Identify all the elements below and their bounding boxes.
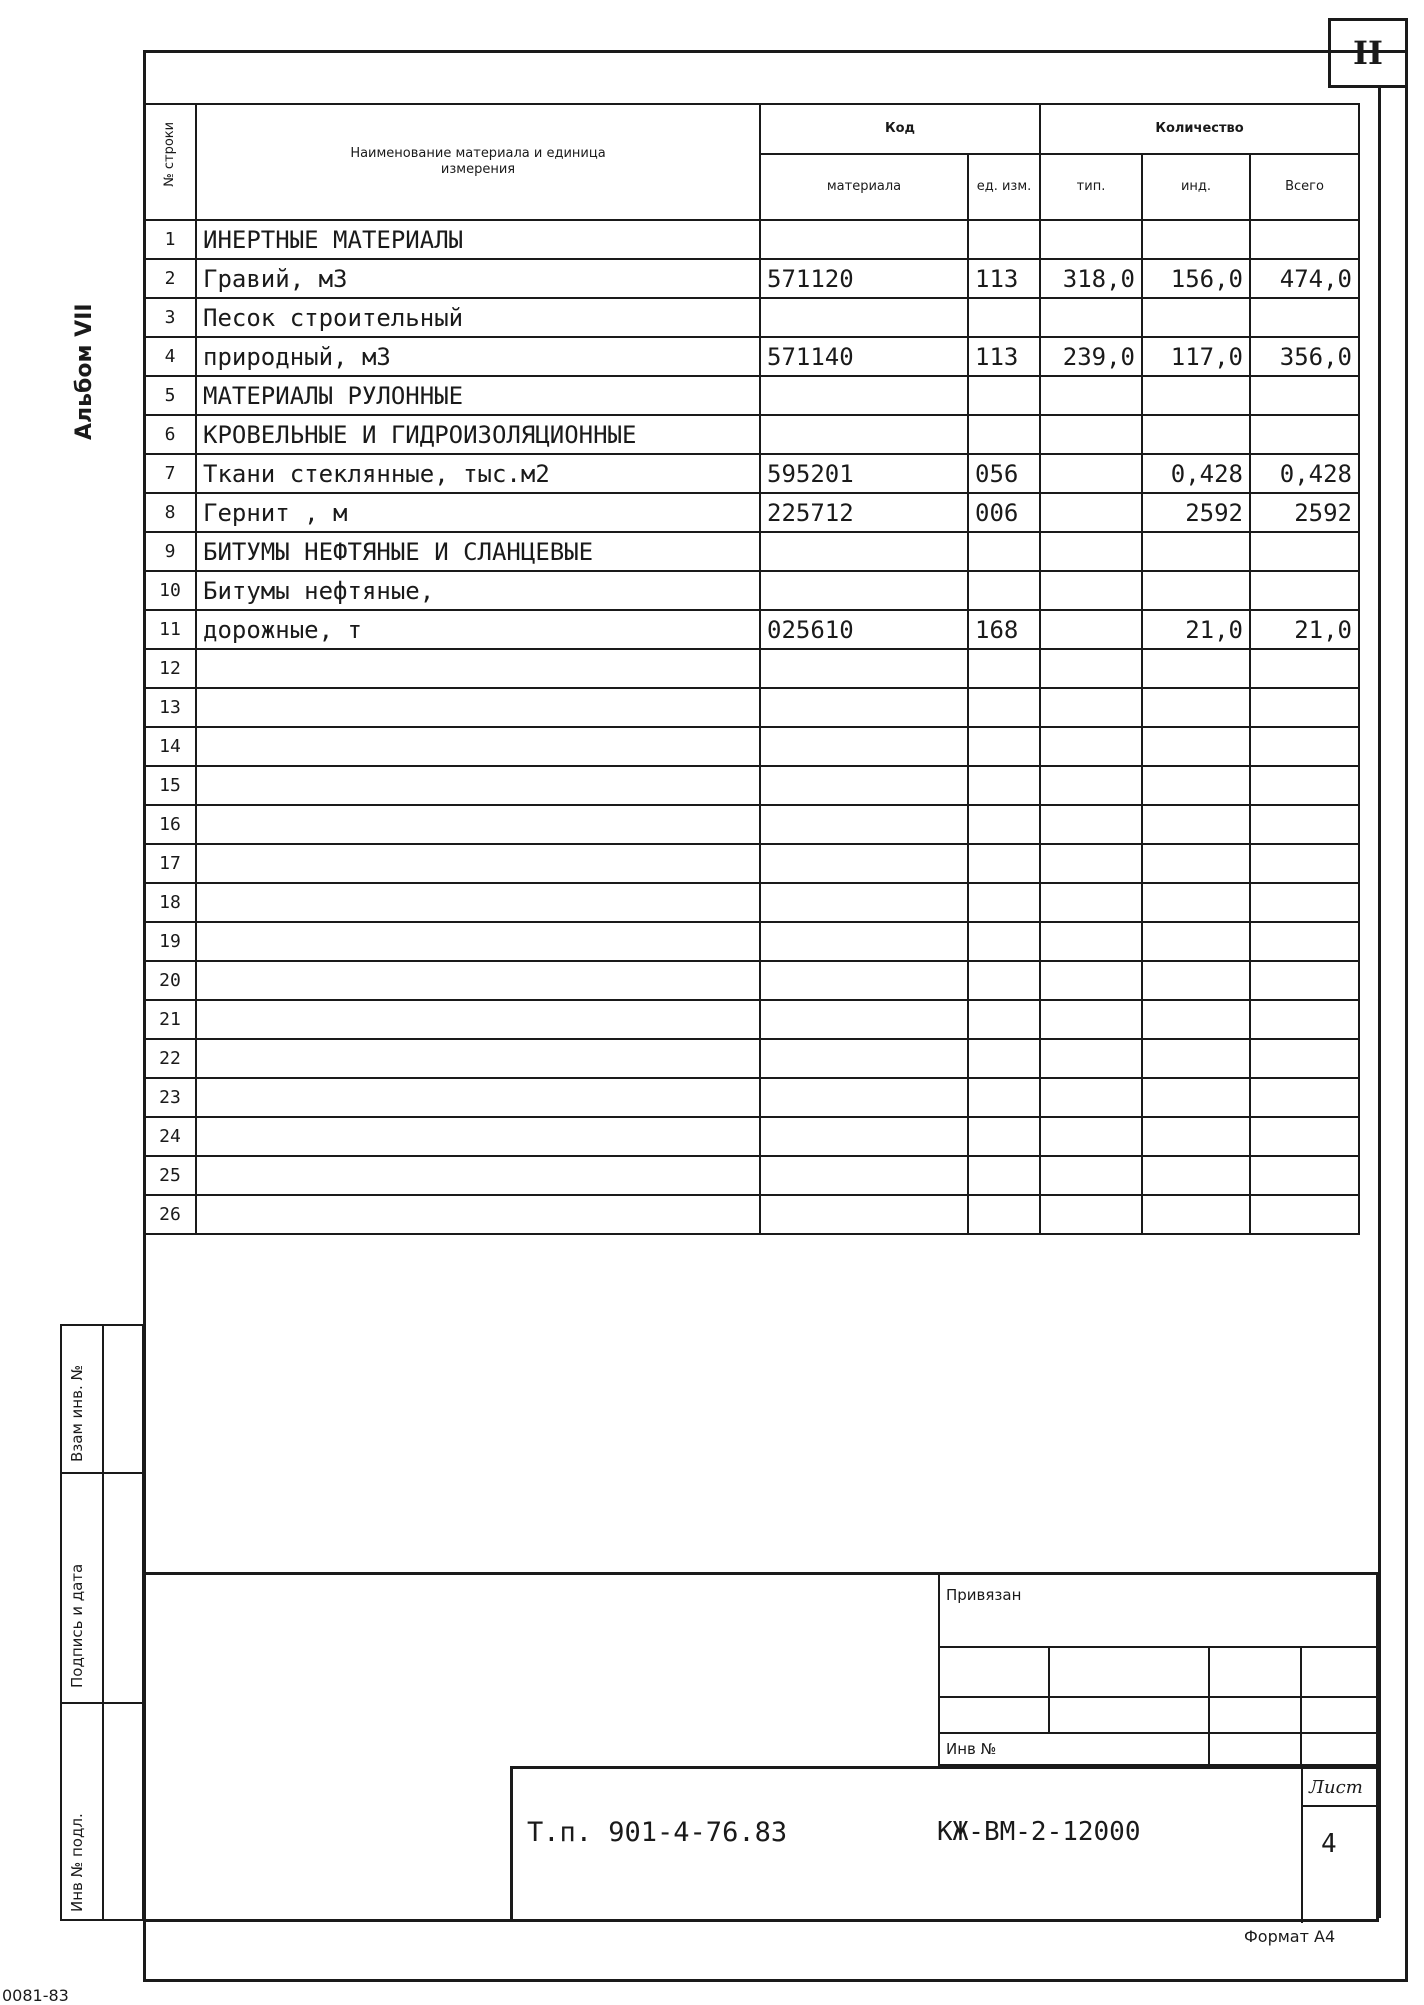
qty-ind: [1142, 532, 1250, 571]
qty-total: [1250, 922, 1359, 961]
material-name: Гравий, м3: [196, 259, 760, 298]
table-row: [144, 298, 1359, 337]
material-code: [760, 376, 968, 415]
row-number: 12: [144, 649, 196, 688]
qty-total: [1250, 844, 1359, 883]
sheet-marker-box: [1328, 18, 1408, 88]
table-row: [144, 1195, 1359, 1234]
material-code: [760, 1117, 968, 1156]
qty-ind: 2592: [1142, 493, 1250, 532]
material-name: Гернит , м: [196, 493, 760, 532]
unit-code: [968, 298, 1040, 337]
qty-ind: [1142, 1039, 1250, 1078]
unit-code: 168: [968, 610, 1040, 649]
table-row: [144, 610, 1359, 649]
qty-typ: [1040, 571, 1142, 610]
project-code: Т.п. 901-4-76.83: [527, 1817, 788, 1848]
unit-code: [968, 1117, 1040, 1156]
unit-code: [968, 805, 1040, 844]
qty-total: [1250, 649, 1359, 688]
material-code: [760, 844, 968, 883]
qty-typ: [1040, 1039, 1142, 1078]
code-material-header: материала: [760, 154, 968, 220]
table-row: [144, 571, 1359, 610]
material-name: [196, 922, 760, 961]
qty-ind: [1142, 415, 1250, 454]
qty-ind: 156,0: [1142, 259, 1250, 298]
unit-code: [968, 883, 1040, 922]
material-name: [196, 1039, 760, 1078]
unit-code: [968, 1078, 1040, 1117]
unit-code: [968, 688, 1040, 727]
qty-typ: [1040, 1195, 1142, 1234]
qty-ind-header: инд.: [1142, 154, 1250, 220]
qty-total: [1250, 415, 1359, 454]
qty-total: [1250, 298, 1359, 337]
qty-total: [1250, 1156, 1359, 1195]
qty-ind: [1142, 220, 1250, 259]
material-code: 025610: [760, 610, 968, 649]
qty-ind: [1142, 727, 1250, 766]
table-row: [144, 1156, 1359, 1195]
material-code: [760, 727, 968, 766]
qty-ind: [1142, 298, 1250, 337]
qty-typ: [1040, 1117, 1142, 1156]
inv-no-label: Инв №: [946, 1740, 997, 1758]
unit-code: [968, 727, 1040, 766]
unit-code: 056: [968, 454, 1040, 493]
material-code: [760, 1078, 968, 1117]
doc-code: КЖ-ВМ-2-12000: [937, 1817, 1141, 1847]
qty-typ: [1040, 415, 1142, 454]
material-name: [196, 1000, 760, 1039]
material-code: [760, 1156, 968, 1195]
table-row: [144, 805, 1359, 844]
material-code: 571120: [760, 259, 968, 298]
inv-replace-label: Взам инв. №: [68, 1364, 86, 1462]
qty-typ: [1040, 298, 1142, 337]
material-name: [196, 649, 760, 688]
material-code: [760, 1195, 968, 1234]
material-code: [760, 883, 968, 922]
qty-total: 474,0: [1250, 259, 1359, 298]
qty-total: [1250, 1039, 1359, 1078]
qty-total: 356,0: [1250, 337, 1359, 376]
qty-typ-header: тип.: [1040, 154, 1142, 220]
row-number: 2: [144, 259, 196, 298]
material-code: [760, 688, 968, 727]
qty-typ: [1040, 766, 1142, 805]
unit-code: [968, 376, 1040, 415]
row-number: 16: [144, 805, 196, 844]
qty-ind: [1142, 1078, 1250, 1117]
material-name: [196, 1078, 760, 1117]
header-row-1: [144, 104, 1359, 154]
material-code: 571140: [760, 337, 968, 376]
qty-total: [1250, 883, 1359, 922]
qty-ind: [1142, 805, 1250, 844]
row-number: 10: [144, 571, 196, 610]
qty-typ: [1040, 688, 1142, 727]
material-code: [760, 571, 968, 610]
unit-code: 006: [968, 493, 1040, 532]
row-number: 6: [144, 415, 196, 454]
material-name: [196, 883, 760, 922]
format-label: Формат А4: [1244, 1927, 1336, 1946]
material-code: [760, 415, 968, 454]
material-code: 225712: [760, 493, 968, 532]
table-row: [144, 649, 1359, 688]
qty-ind: 117,0: [1142, 337, 1250, 376]
inv-orig-label: Инв № подл.: [68, 1813, 86, 1912]
qty-total: [1250, 1000, 1359, 1039]
qty-typ: [1040, 727, 1142, 766]
table-row: [144, 376, 1359, 415]
material-name: КРОВЕЛЬНЫЕ И ГИДРОИЗОЛЯЦИОННЫЕ: [196, 415, 760, 454]
row-number: 26: [144, 1195, 196, 1234]
sheet-label: Лист: [1309, 1777, 1363, 1798]
row-number: 8: [144, 493, 196, 532]
material-code: [760, 220, 968, 259]
qty-typ: 318,0: [1040, 259, 1142, 298]
qty-typ: 239,0: [1040, 337, 1142, 376]
material-name: Битумы нефтяные,: [196, 571, 760, 610]
table-row: [144, 337, 1359, 376]
unit-code: [968, 649, 1040, 688]
table-row: [144, 220, 1359, 259]
qty-ind: [1142, 961, 1250, 1000]
table-row: [144, 883, 1359, 922]
table-row: [144, 766, 1359, 805]
row-number: 4: [144, 337, 196, 376]
table-row: [144, 454, 1359, 493]
row-number: 14: [144, 727, 196, 766]
unit-code: [968, 1000, 1040, 1039]
row-number: 7: [144, 454, 196, 493]
table-row: [144, 1078, 1359, 1117]
qty-total: [1250, 1078, 1359, 1117]
qty-typ: [1040, 493, 1142, 532]
material-name: дорожные, т: [196, 610, 760, 649]
qty-typ: [1040, 961, 1142, 1000]
material-code: [760, 649, 968, 688]
sheet-marker: II: [1353, 34, 1383, 72]
row-number: 19: [144, 922, 196, 961]
qty-ind: 21,0: [1142, 610, 1250, 649]
qty-total: 2592: [1250, 493, 1359, 532]
qty-ind: [1142, 922, 1250, 961]
album-label: Альбом VII: [72, 303, 97, 440]
unit-code: [968, 571, 1040, 610]
qty-typ: [1040, 532, 1142, 571]
unit-code: [968, 844, 1040, 883]
qty-total: [1250, 727, 1359, 766]
unit-code: [968, 415, 1040, 454]
qty-typ: [1040, 454, 1142, 493]
material-code: [760, 766, 968, 805]
material-code: [760, 961, 968, 1000]
qty-typ: [1040, 922, 1142, 961]
qty-total: [1250, 571, 1359, 610]
qty-ind: [1142, 649, 1250, 688]
qty-ind: [1142, 688, 1250, 727]
qty-total: [1250, 1195, 1359, 1234]
qty-typ: [1040, 1156, 1142, 1195]
table-row: [144, 493, 1359, 532]
row-number: 25: [144, 1156, 196, 1195]
material-name: ИНЕРТНЫЕ МАТЕРИАЛЫ: [196, 220, 760, 259]
qty-total: [1250, 532, 1359, 571]
row-number: 13: [144, 688, 196, 727]
table-row: [144, 259, 1359, 298]
material-code: [760, 922, 968, 961]
material-name: [196, 961, 760, 1000]
qty-typ: [1040, 844, 1142, 883]
material-table: [143, 103, 1360, 1235]
qty-ind: [1142, 766, 1250, 805]
table-row: [144, 415, 1359, 454]
table-row: [144, 532, 1359, 571]
material-name: [196, 805, 760, 844]
row-number: 3: [144, 298, 196, 337]
qty-ind: [1142, 844, 1250, 883]
material-name: [196, 844, 760, 883]
material-name: Песок строительный: [196, 298, 760, 337]
sign-date-label: Подпись и дата: [68, 1563, 86, 1688]
unit-code: [968, 766, 1040, 805]
qty-ind: [1142, 571, 1250, 610]
material-name: [196, 688, 760, 727]
material-name: [196, 766, 760, 805]
qty-typ: [1040, 1000, 1142, 1039]
qty-ind: [1142, 376, 1250, 415]
qty-total: 21,0: [1250, 610, 1359, 649]
qty-typ: [1040, 220, 1142, 259]
material-name: [196, 1156, 760, 1195]
qty-total: [1250, 766, 1359, 805]
unit-code: [968, 1156, 1040, 1195]
material-code: [760, 298, 968, 337]
qty-total: 0,428: [1250, 454, 1359, 493]
material-code: 595201: [760, 454, 968, 493]
name-header: Наименование материала и единица измерения: [196, 104, 760, 220]
row-number: 5: [144, 376, 196, 415]
unit-code: 113: [968, 337, 1040, 376]
material-code: [760, 1039, 968, 1078]
qty-total: [1250, 220, 1359, 259]
table-row: [144, 844, 1359, 883]
unit-code: [968, 922, 1040, 961]
material-name: [196, 1195, 760, 1234]
row-number: 18: [144, 883, 196, 922]
qty-typ: [1040, 883, 1142, 922]
material-code: [760, 532, 968, 571]
qty-ind: [1142, 1117, 1250, 1156]
material-name: [196, 727, 760, 766]
sheet-number: 4: [1321, 1829, 1337, 1859]
row-number: 20: [144, 961, 196, 1000]
qty-typ: [1040, 1078, 1142, 1117]
table-row: [144, 922, 1359, 961]
qty-total: [1250, 1117, 1359, 1156]
stamp-main: [510, 1766, 1379, 1922]
qty-typ: [1040, 610, 1142, 649]
qty-ind: 0,428: [1142, 454, 1250, 493]
row-number: 1: [144, 220, 196, 259]
material-name: природный, м3: [196, 337, 760, 376]
qty-typ: [1040, 376, 1142, 415]
row-number: 23: [144, 1078, 196, 1117]
row-number: 21: [144, 1000, 196, 1039]
qty-total: [1250, 805, 1359, 844]
code-group-header: Код: [760, 104, 1040, 154]
qty-ind: [1142, 883, 1250, 922]
material-code: [760, 1000, 968, 1039]
material-name: МАТЕРИАЛЫ РУЛОННЫЕ: [196, 376, 760, 415]
qty-total: [1250, 376, 1359, 415]
row-number: 24: [144, 1117, 196, 1156]
table-row: [144, 1039, 1359, 1078]
unit-code: [968, 961, 1040, 1000]
qty-total: [1250, 688, 1359, 727]
row-number: 9: [144, 532, 196, 571]
material-name: БИТУМЫ НЕФТЯНЫЕ И СЛАНЦЕВЫЕ: [196, 532, 760, 571]
bound-label: Привязан: [946, 1586, 1022, 1604]
table-row: [144, 1117, 1359, 1156]
qty-typ: [1040, 649, 1142, 688]
row-number: 15: [144, 766, 196, 805]
row-number-header: № строки: [144, 104, 196, 220]
table-row: [144, 727, 1359, 766]
code-unit-header: ед. изм.: [968, 154, 1040, 220]
row-number: 22: [144, 1039, 196, 1078]
qty-ind: [1142, 1195, 1250, 1234]
material-name: [196, 1117, 760, 1156]
qty-total-header: Всего: [1250, 154, 1359, 220]
qty-group-header: Количество: [1040, 104, 1359, 154]
row-number: 17: [144, 844, 196, 883]
table-row: [144, 688, 1359, 727]
qty-ind: [1142, 1000, 1250, 1039]
qty-typ: [1040, 805, 1142, 844]
unit-code: [968, 1195, 1040, 1234]
unit-code: 113: [968, 259, 1040, 298]
footer-code: 0081-83: [2, 1986, 69, 2005]
qty-total: [1250, 961, 1359, 1000]
qty-ind: [1142, 1156, 1250, 1195]
material-name: Ткани стеклянные, тыс.м2: [196, 454, 760, 493]
unit-code: [968, 220, 1040, 259]
material-code: [760, 805, 968, 844]
row-number: 11: [144, 610, 196, 649]
unit-code: [968, 1039, 1040, 1078]
table-row: [144, 961, 1359, 1000]
table-row: [144, 1000, 1359, 1039]
bound-box: [938, 1572, 1379, 1766]
unit-code: [968, 532, 1040, 571]
